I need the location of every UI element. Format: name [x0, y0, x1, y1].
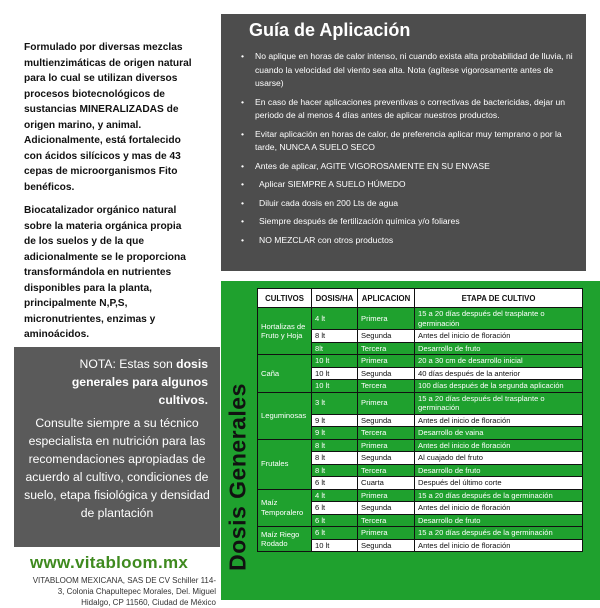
dose-cell: 4 lt [312, 308, 358, 330]
application-cell: Tercera [358, 427, 415, 440]
dose-cell: 3 lt [312, 392, 358, 414]
guide-item: • Siempre después de fertilización química y/o foliares [239, 215, 579, 229]
website-link[interactable]: www.vitabloom.mx [30, 553, 189, 572]
dose-cell: 6 lt [312, 502, 358, 515]
guide-item: • Diluir cada dosis en 200 Lts de agua [239, 197, 579, 211]
application-cell: Segunda [358, 367, 415, 380]
dosage-table-body [258, 308, 583, 552]
application-cell: Tercera [358, 342, 415, 355]
application-cell: Primera [358, 527, 415, 540]
application-guide [221, 14, 586, 271]
application-cell: Segunda [358, 539, 415, 552]
stage-cell: 40 días después de la anterior [415, 367, 583, 380]
dosage-section [221, 281, 600, 600]
application-cell: Primera [358, 355, 415, 368]
crop-cell: Caña [258, 355, 312, 393]
application-cell: Segunda [358, 452, 415, 465]
stage-cell: Antes del inicio de floración [415, 502, 583, 515]
stage-cell: Desarrollo de fruto [415, 464, 583, 477]
description-paragraph-2: Biocatalizador orgánico natural sobre la materia orgánica propia de los suelos y de la que adicionalmente se le proporciona transformándola en nutrientes disponibles para la planta, principalmente N,P,S, micronutrientes, enzimas y aminoácidos. [24, 205, 186, 340]
stage-cell: Antes del inicio de floración [415, 439, 583, 452]
application-cell: Primera [358, 489, 415, 502]
stage-cell: Desarrollo de fruto [415, 514, 583, 527]
header-etapa: ETAPA DE CULTIVO [415, 289, 583, 308]
guide-item: • Aplicar SIEMPRE A SUELO HÚMEDO [239, 178, 579, 192]
crop-cell: Maíz Temporalero [258, 489, 312, 527]
guide-item: • NO MEZCLAR con otros productos [239, 234, 579, 248]
note-box [14, 347, 220, 547]
stage-cell: 15 a 20 días después de la germinación [415, 527, 583, 540]
dose-cell: 8lt [312, 342, 358, 355]
dose-cell: 10 lt [312, 539, 358, 552]
crop-cell: Maíz Riego Rodado [258, 527, 312, 552]
mineralizadas-emphasis: MINERALIZADAS [79, 104, 164, 115]
dose-cell: 8 lt [312, 464, 358, 477]
dose-cell: 10 lt [312, 355, 358, 368]
dose-cell: 8 lt [312, 452, 358, 465]
stage-cell: 15 a 20 días después del trasplante o germinación [415, 308, 583, 330]
guide-title: Guía de Aplicación [249, 20, 411, 40]
dose-cell: 6 lt [312, 514, 358, 527]
application-cell: Primera [358, 308, 415, 330]
guide-list [239, 50, 579, 252]
note-body: Consulte siempre a su técnico especialista en nutrición para las recomendaciones apropiadas de acuerdo al cultivo, condiciones de suelo, etapa fisiológica y densidad de plantación [24, 416, 210, 520]
guide-item: • En caso de hacer aplicaciones preventivas o correctivas de bactericidas, dejar un periodo de al menos 4 días antes de aplicar nuestros productos. [239, 96, 579, 123]
dose-cell: 6 lt [312, 477, 358, 490]
stage-cell: 20 a 30 cm de desarrollo inicial [415, 355, 583, 368]
stage-cell: Desarrollo de fruto [415, 342, 583, 355]
application-cell: Primera [358, 392, 415, 414]
product-description [24, 40, 192, 351]
header-aplicacion: APLICACION [358, 289, 415, 308]
crop-cell: Hortalizas de Fruto y Hoja [258, 308, 312, 355]
table-row [258, 489, 583, 502]
header-dosis: DOSIS/HA [312, 289, 358, 308]
dosage-label-container [221, 281, 255, 600]
dose-cell: 4 lt [312, 489, 358, 502]
dose-cell: 6 lt [312, 527, 358, 540]
application-cell: Cuarta [358, 477, 415, 490]
application-cell: Segunda [358, 330, 415, 343]
stage-cell: Al cuajado del fruto [415, 452, 583, 465]
dose-cell: 9 lt [312, 427, 358, 440]
dose-cell: 9 lt [312, 414, 358, 427]
application-cell: Segunda [358, 414, 415, 427]
guide-item: • Antes de aplicar, AGITE VIGOROSAMENTE EN SU ENVASE [239, 160, 579, 174]
dosage-table [257, 288, 583, 552]
stage-cell: Antes del inicio de floración [415, 414, 583, 427]
dose-cell: 10 lt [312, 367, 358, 380]
stage-cell: Desarrollo de vaina [415, 427, 583, 440]
application-cell: Tercera [358, 514, 415, 527]
stage-cell: 100 días después de la segunda aplicación [415, 380, 583, 393]
company-address: VITABLOOM MEXICANA, SAS DE CV Schiller 114-3, Colonia Chapultepec Morales, Del. Miguel Hidalgo, CP 11560, Ciudad de México [32, 576, 216, 607]
application-cell: Segunda [358, 502, 415, 515]
stage-cell: Antes del inicio de floración [415, 539, 583, 552]
table-row [258, 527, 583, 540]
application-cell: Primera [358, 439, 415, 452]
dosage-table-header [258, 289, 583, 308]
crop-cell: Leguminosas [258, 392, 312, 439]
stage-cell: 15 a 20 días después del trasplante o germinación [415, 392, 583, 414]
table-row [258, 308, 583, 330]
application-cell: Tercera [358, 380, 415, 393]
table-row [258, 392, 583, 414]
table-row [258, 355, 583, 368]
dose-cell: 10 lt [312, 380, 358, 393]
dose-cell: 8 lt [312, 439, 358, 452]
dosage-vertical-title: Dosis Generales [224, 383, 251, 571]
header-cultivos: CULTIVOS [258, 289, 312, 308]
stage-cell: Antes del inicio de floración [415, 330, 583, 343]
dose-cell: 8 lt [312, 330, 358, 343]
stage-cell: 15 a 20 días después de la germinación [415, 489, 583, 502]
table-row [258, 439, 583, 452]
description-paragraph-1: Formulado por diversas mezclas multienzimáticas de origen natural para lo cual se utilizan diversos procesos biotecnológicos de sustancias MINERALIZADAS de origen marino, y animal. Adicionalmente, está fortalecido con ácidos silícicos y mas de 43 cepas de microorganismos Fito benéficos. [24, 42, 192, 193]
crop-cell: Frutales [258, 439, 312, 489]
guide-item: • Evitar aplicación en horas de calor, de preferencia aplicar muy temprano o por la tarde, NUNCA A SUELO SECO [239, 128, 579, 155]
stage-cell: Después del último corte [415, 477, 583, 490]
note-highlight: dosis generales para algunos cultivos. [71, 357, 208, 407]
guide-item: • No aplique en horas de calor intenso, ni cuando exista alta probabilidad de lluvia, ni cuando la velocidad del viento sea alta. Nota (agítese vigorosamente antes de usarse) [239, 50, 579, 91]
application-cell: Tercera [358, 464, 415, 477]
note-heading: NOTA: Estas son dosis generales para algunos cultivos. [71, 357, 208, 407]
